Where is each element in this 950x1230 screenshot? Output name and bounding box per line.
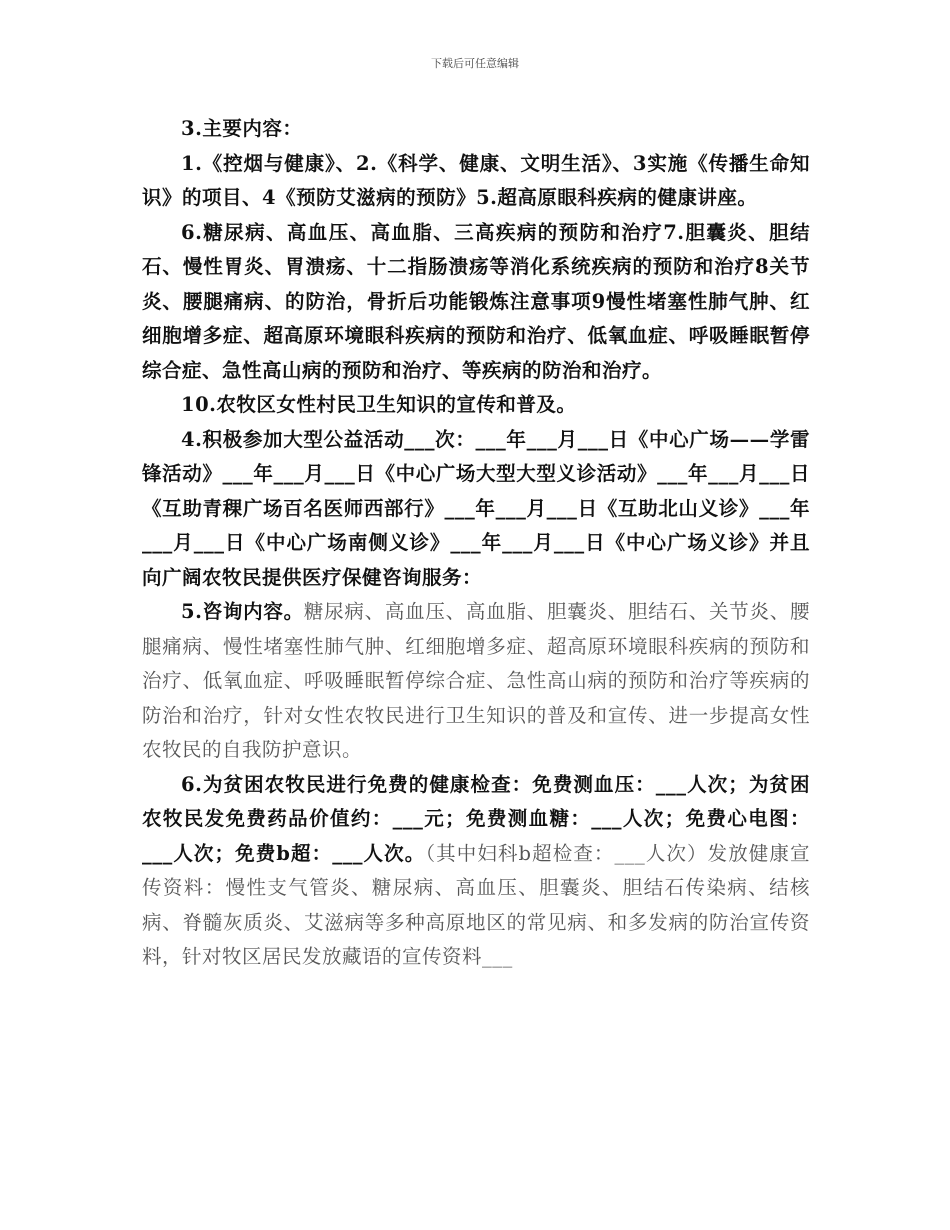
paragraph-lecture-list: 1.《控烟与健康》、2.《科学、健康、文明生活》、3实施《传播生命知识》的项目、4《预防艾滋病的预防》5.超高原眼科疾病的健康讲座。	[142, 151, 810, 209]
paragraph-free-checkups	[142, 768, 810, 975]
document-body	[142, 112, 810, 975]
free-checkups-materials: （其中妇科b超检查：___人次）发放健康宣传资料：慢性支气管炎、糖尿病、高血压、胆囊炎、胆结石传染病、结核病、脊髓灰质炎、艾滋病等多种高原地区的常见病、和多发病的防治宣传资料，针对牧区居民发放藏语的宣传资料___	[142, 841, 810, 968]
consultation-text: 糖尿病、高血压、高血脂、胆囊炎、胆结石、关节炎、腰腿痛病、慢性堵塞性肺气肿、红细胞增多症、超高原环境眼科疾病的预防和治疗、低氧血症、呼吸睡眠暂停综合症、急性高山病的预防和治疗等疾病的防治和治疗，针对女性农牧民进行卫生知识的普及和宣传、进一步提高女性农牧民的自我防护意识。	[142, 600, 810, 761]
consultation-heading: 5.咨询内容。	[181, 600, 304, 623]
paragraph-female-villagers: 10.农牧区女性村民卫生知识的宣传和普及。	[181, 393, 577, 416]
page-header-note: 下载后可任意编辑	[431, 57, 519, 70]
paragraph-disease-prevention: 6.糖尿病、高血压、高血脂、三高疾病的预防和治疗7.胆囊炎、胆结石、慢性胃炎、胃溃疡、十二指肠溃疡等消化系统疾病的预防和治疗8关节炎、腰腿痛病、的防治，骨折后功能锻炼注意事项9慢性堵塞性肺气肿、红细胞增多症、超高原环境眼科疾病的预防和治疗、低氧血症、呼吸睡眠暂停综合症、急性高山病的预防和治疗、等疾病的防治和治疗。	[142, 220, 810, 382]
paragraph-consultation	[142, 595, 810, 768]
paragraph-main-content-heading: 3.主要内容：	[181, 117, 303, 140]
free-checkups-text: 6.为贫困农牧民进行免费的健康检查：免费测血压：___人次；为贫困农牧民发免费药品价值约：___元；免费测血糖：___人次；免费心电图：___人次；免费b超：___人次。	[142, 772, 810, 865]
paragraph-public-activities: 4.积极参加大型公益活动___次：___年___月___日《中心广场——学雷锋活动》___年___月___日《中心广场大型大型义诊活动》___年___月___日《互助青稞广场百名医师西部行》___年___月___日《互助北山义诊》___年___月___日《中心广场南侧义诊》___年___月___日《中心广场义诊》并且向广阔农牧民提供医疗保健咨询服务：	[142, 427, 810, 589]
